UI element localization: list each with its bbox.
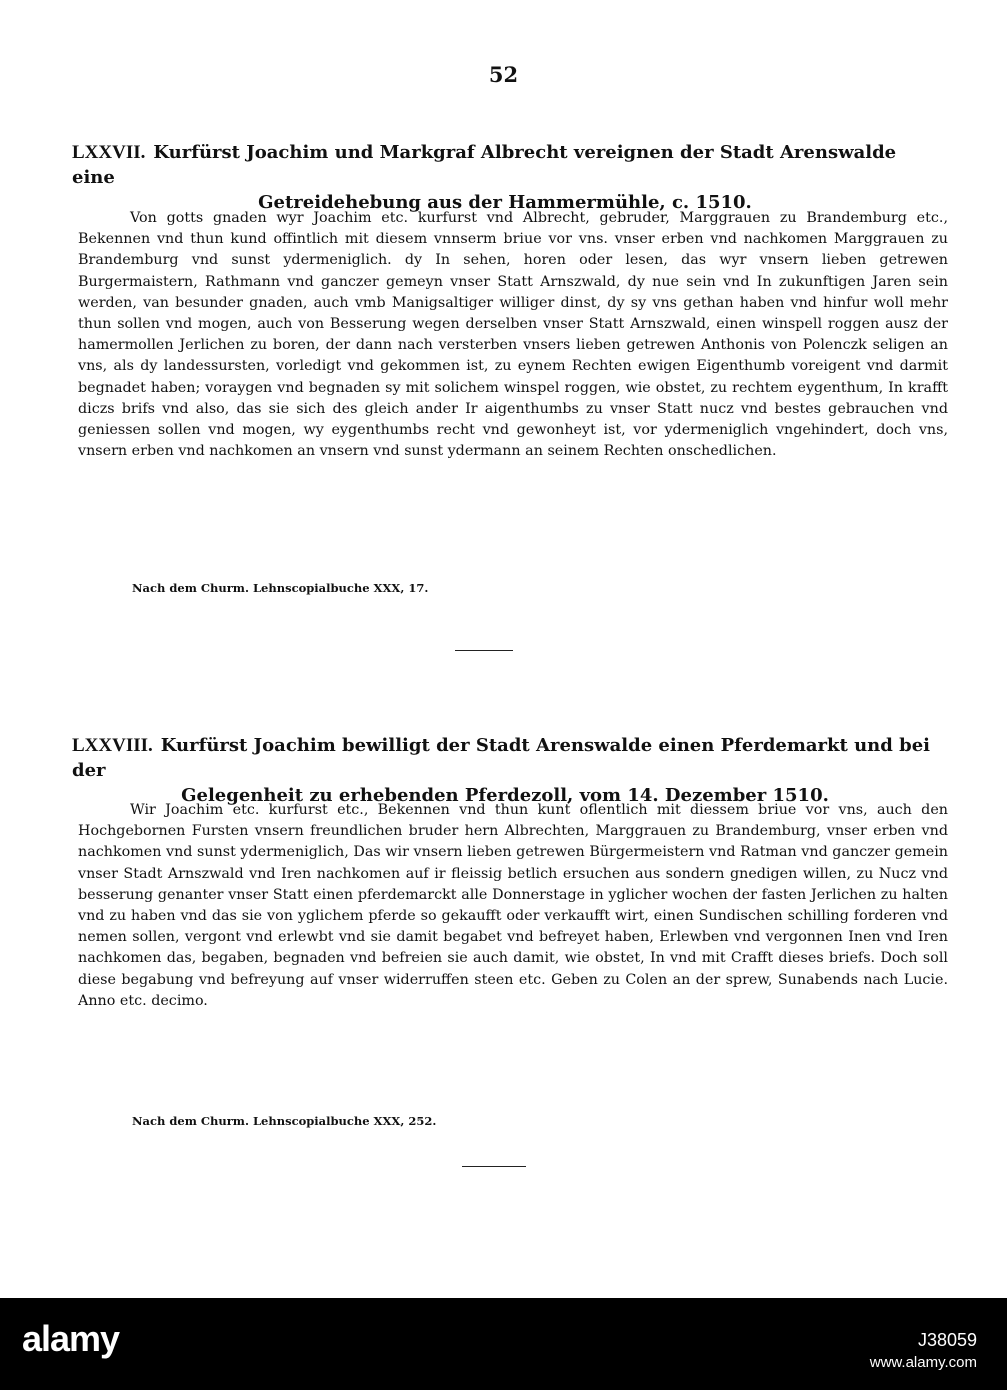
document-number: LXXVII. bbox=[72, 142, 146, 163]
heading-line-1: Kurfürst Joachim bewilligt der Stadt Arenswalde einen Pferdemarkt und bei der bbox=[72, 735, 930, 781]
document-number: LXXVIII. bbox=[72, 735, 153, 756]
source-note: Nach dem Churm. Lehnscopialbuche XXX, 17. bbox=[132, 581, 429, 595]
watermark-bar bbox=[0, 1298, 1007, 1390]
brand-url: www.alamy.com bbox=[869, 1354, 977, 1371]
end-divider bbox=[462, 1166, 526, 1167]
heading-line-2: Getreidehebung aus der Hammermühle, c. 1510. bbox=[258, 192, 752, 213]
image-id: J38059 bbox=[917, 1330, 977, 1350]
document-body-78 bbox=[78, 800, 948, 1012]
document-body-77 bbox=[78, 208, 948, 462]
heading-line-2: Gelegenheit zu erhebenden Pferdezoll, vom 14. Dezember 1510. bbox=[181, 785, 829, 806]
document-text: Von gotts gnaden wyr Joachim etc. kurfurst vnd Albrecht, gebruder, Marggrauen zu Brandemburg etc., Bekennen vnd thun kund offintlich mit diesem vnnserm briue vor vns. vnser erben vnd nachkomen Marggrauen zu Brandemburg vnd sunst ydermeniglich. dy In sehen, horen oder lesen, das wyr vnsern lieben getrewen Burgermaistern, Rathmann vnd ganczer gemeyn vnser Statt Arnszwald, dy nue sein vnd In zukunftigen Jaren sein werden, van besunder gnaden, auch vmb Manigsaltiger williger dinst, dy sy vns gethan haben vnd hinfur woll mehr thun sollen vnd mogen, auch von Besserung wegen derselben vnser Statt Arnszwald, einen winspell roggen ausz der hamermollen Jerlichen zu boren, der dann nach versterben vnsers lieben getrewen Anthonis von Polenczk seligen an vns, als dy landessursten, vorledigt vnd gekommen ist, zu eynem Rechten ewigen Eigenthumb voreigent vnd darmit begnadet haben; voraygen vnd begnaden sy mit solichem winspel roggen, wie obstet, zu rechtem eygenthum, In krafft diczs brifs vnd also, das sie sich des gleich ander Ir aigenthumbs zu vnser Statt nucz vnd bestes gebrauchen vnd geniessen sollen vnd mogen, wy eygenthumbs recht vnd gewonheyt ist, vor ydermeniglich vngehindert, doch vns, vnsern erben vnd nachkomen an vnsern vnd sunst ydermann an seinem Rechten onschedlichen. bbox=[78, 210, 948, 460]
source-note: Nach dem Churm. Lehnscopialbuche XXX, 252. bbox=[132, 1114, 437, 1128]
document-heading-77 bbox=[72, 140, 938, 215]
page-number: 52 bbox=[488, 62, 519, 87]
document-heading-78 bbox=[72, 733, 938, 808]
heading-line-1: Kurfürst Joachim und Markgraf Albrecht vereignen der Stadt Arenswalde eine bbox=[72, 142, 897, 188]
document-text: Wir Joachim etc. kurfurst etc., Bekennen vnd thun kunt oflentlich mit diessem briue vor vns, auch den Hochgebornen Fursten vnsern freundlichen bruder hern Albrechten, Marggrauen zu Brandemburg, vnser erben vnd nachkomen vnd sunst ydermeniglich, Das wir vnsern lieben getrewen Bürgermeistern vnd Ratman vnd ganczer gemein vnser Stadt Arnszwald vnd Iren nachkomen auf ir fleissig betlich ersuchen aus sondern gnedigen willen, zu Nucz vnd besserung genanter vnser Statt einen pferdemarckt alle Donnerstage in yglicher wochen der fasten Jerlichen zu halten vnd zu haben vnd das sie von yglichem pferde so gekaufft oder verkaufft wirt, einen Sundischen schilling forderen vnd nemen sollen, vergont vnd erlewbt vnd sie damit begabet vnd befreyet haben, Erlewben vnd vergonnen Inen vnd Iren nachkomen das, begaben, begnaden vnd befreien sie auch damit, wie obstet, In vnd mit Crafft dieses briefs. Doch soll diese begabung vnd befreyung auf vnser widerruffen steen etc. Geben zu Colen an der sprew, Sunabends nach Lucie. Anno etc. decimo. bbox=[78, 802, 948, 1009]
section-divider bbox=[455, 650, 513, 651]
brand-logo: alamy bbox=[22, 1318, 120, 1359]
